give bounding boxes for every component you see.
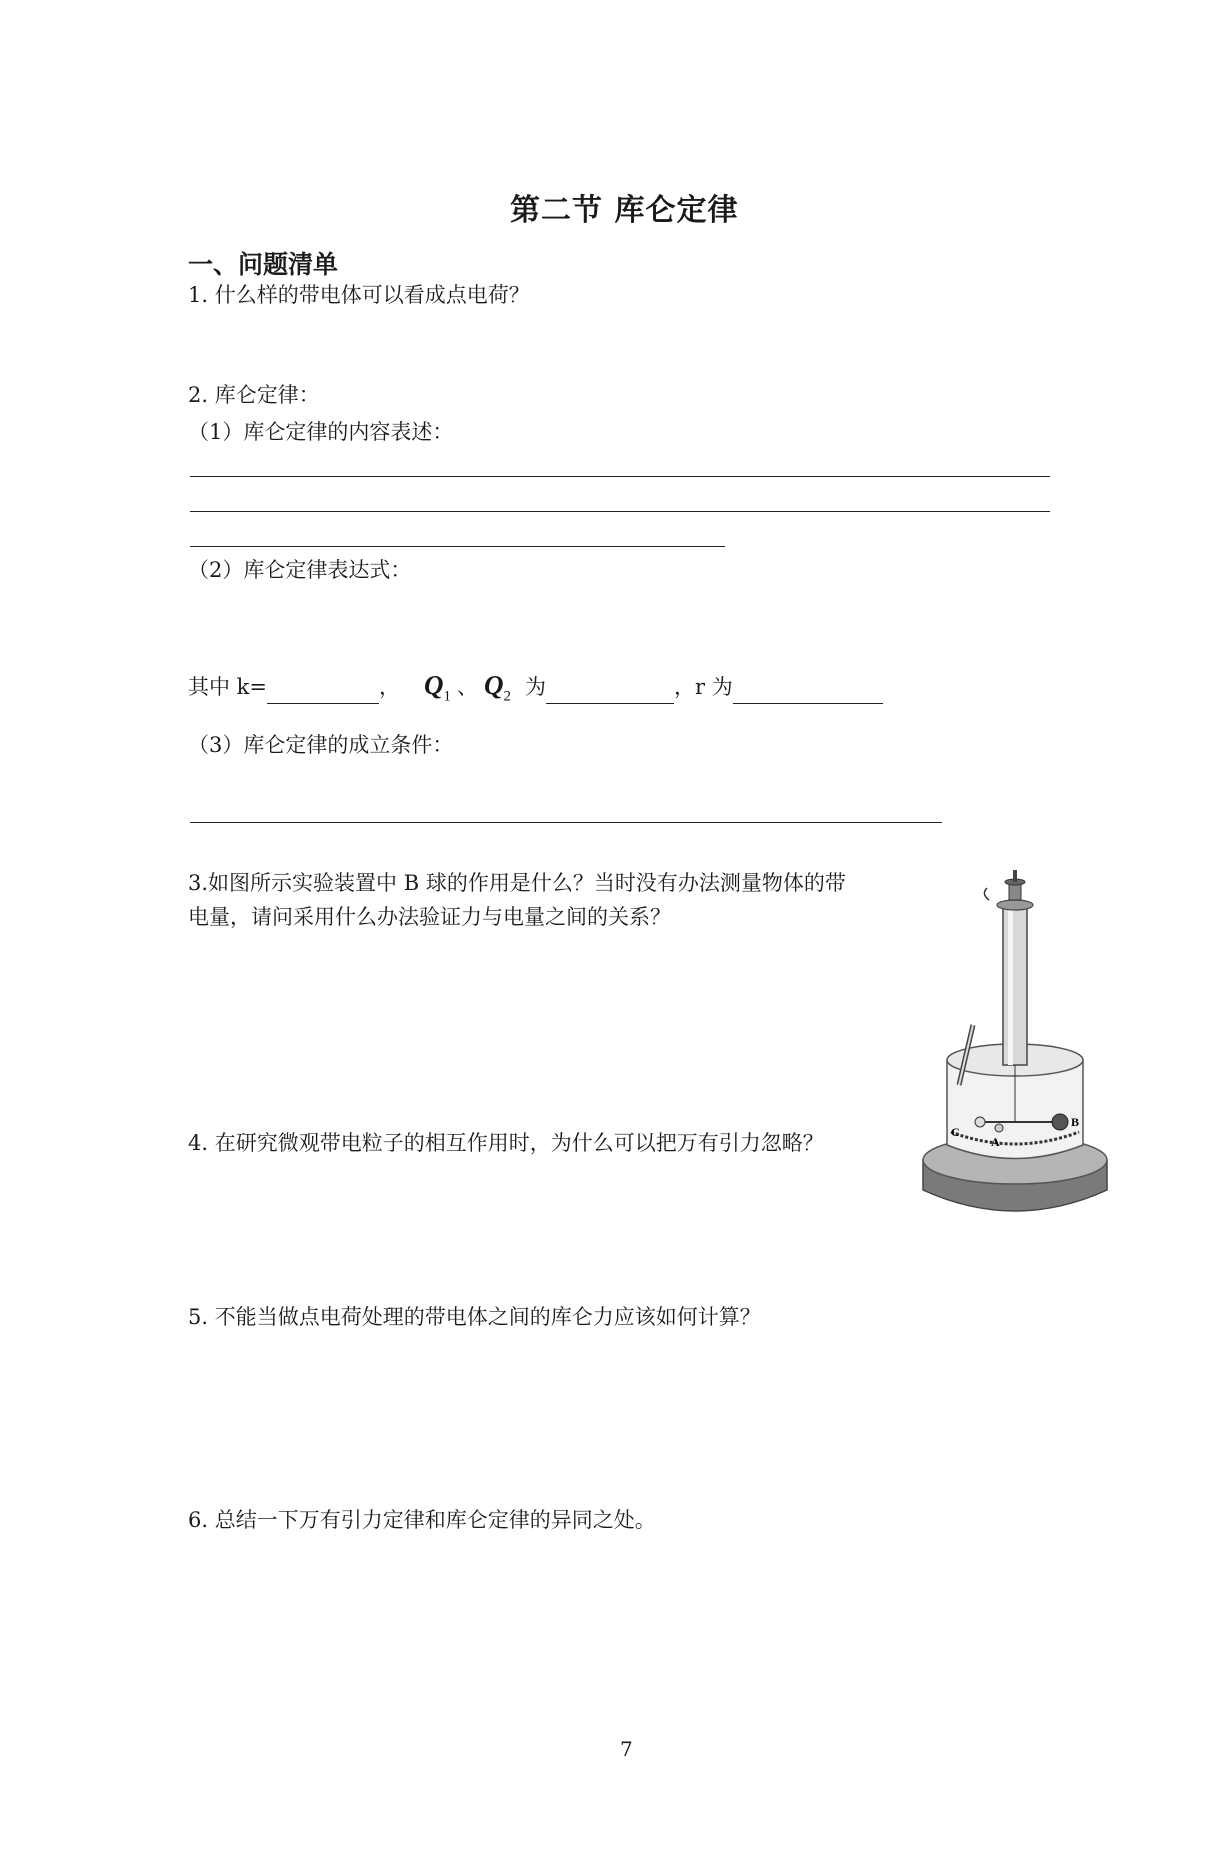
answer-line[interactable] bbox=[190, 546, 725, 547]
answer-line[interactable] bbox=[190, 511, 1050, 512]
question-6: 6. 总结一下万有引力定律和库仑定律的异同之处。 bbox=[188, 1508, 656, 1532]
where-k-label: 其中 k= bbox=[188, 675, 267, 699]
question-4: 4. 在研究微观带电粒子的相互作用时，为什么可以把万有引力忽略？ bbox=[188, 1131, 824, 1155]
wei-label: 为 bbox=[525, 675, 546, 699]
question-3-line1: 3.如图所示实验装置中 B 球的作用是什么？当时没有办法测量物体的带 bbox=[188, 871, 846, 895]
q-blank[interactable] bbox=[546, 681, 674, 704]
comma: ， bbox=[379, 675, 400, 699]
formula-variables-line bbox=[188, 672, 883, 704]
question-2-sub3: （3）库仑定律的成立条件： bbox=[188, 733, 454, 757]
separator: 、 bbox=[457, 675, 478, 699]
torsion-balance-figure bbox=[915, 860, 1115, 1220]
section-heading: 一、问题清单 bbox=[188, 250, 339, 279]
r-blank[interactable] bbox=[733, 681, 883, 704]
label-b: B bbox=[1071, 1115, 1080, 1129]
label-a: A bbox=[991, 1135, 1000, 1149]
question-2-sub2: （2）库仑定律表达式： bbox=[188, 558, 412, 582]
question-2-sub1: （1）库仑定律的内容表述： bbox=[188, 420, 454, 444]
question-5: 5. 不能当做点电荷处理的带电体之间的库仑力应该如何计算？ bbox=[188, 1305, 761, 1329]
q1-symbol: $Q_1$ bbox=[424, 670, 451, 705]
label-c: C bbox=[951, 1125, 960, 1139]
r-label: ，r 为 bbox=[674, 675, 733, 699]
page-title: 第二节 库仑定律 bbox=[510, 193, 739, 228]
question-2-heading: 2. 库仑定律： bbox=[188, 383, 320, 407]
page-number: 7 bbox=[620, 1737, 633, 1761]
question-3-line2: 电量，请问采用什么办法验证力与电量之间的关系？ bbox=[188, 905, 671, 929]
answer-line[interactable] bbox=[190, 476, 1050, 477]
q2-symbol: $Q_2$ bbox=[484, 670, 511, 705]
k-blank[interactable] bbox=[267, 681, 379, 704]
question-1: 1. 什么样的带电体可以看成点电荷？ bbox=[188, 283, 530, 307]
answer-line[interactable] bbox=[190, 822, 942, 823]
